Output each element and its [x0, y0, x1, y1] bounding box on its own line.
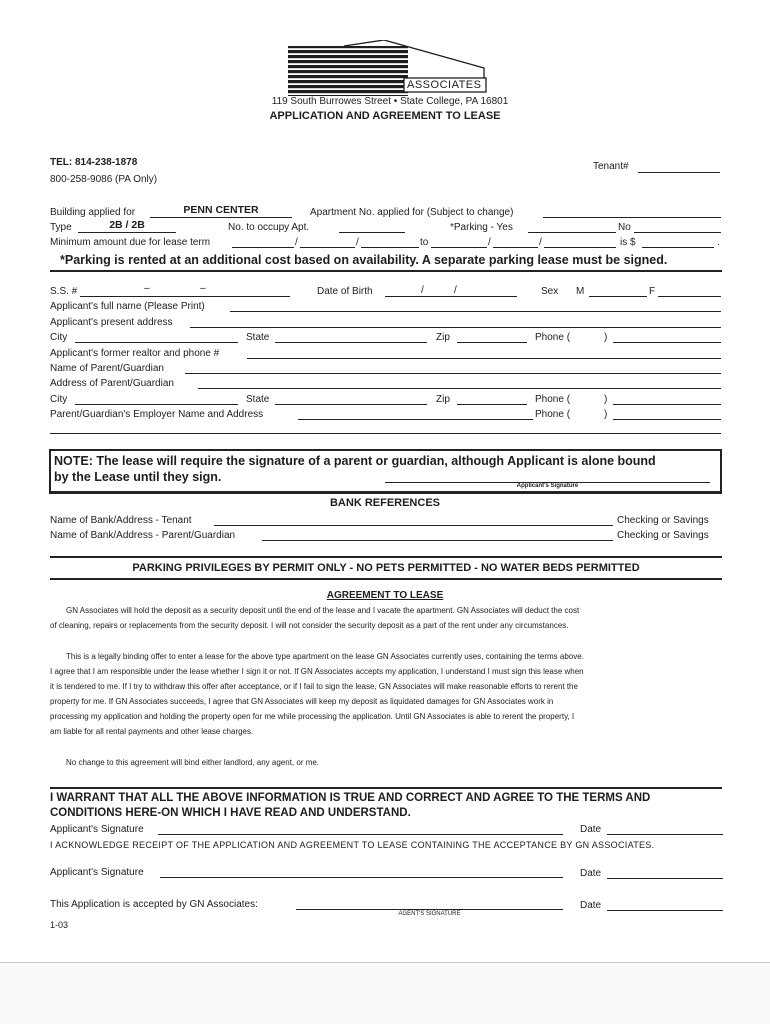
lease-end-month[interactable] [431, 247, 487, 248]
former-realtor-field[interactable] [247, 358, 721, 359]
note-signature-label: Applicant's Signature [516, 483, 579, 489]
slash: / [454, 285, 457, 296]
agreement-p2-line6: am liable for all rental payments and other lease charges. [50, 727, 254, 736]
form-title: APPLICATION AND AGREEMENT TO LEASE [269, 110, 501, 122]
amount-label: is $ [620, 237, 636, 248]
form-code: 1-03 [50, 920, 69, 930]
checking-savings-tenant: Checking or Savings [617, 515, 709, 526]
present-address-label: Applicant's present address [50, 317, 173, 328]
bank-tenant-field[interactable] [214, 525, 613, 526]
employer-phone-label: Phone ( [535, 409, 571, 420]
parking-no-label: No [618, 222, 631, 233]
parent-city-label: City [50, 394, 68, 405]
occupy-field[interactable] [339, 232, 405, 233]
lease-start-year[interactable] [361, 247, 419, 248]
min-amount-label: Minimum amount due for lease term [50, 237, 211, 248]
agreement-p3: No change to this agreement will bind either landlord, any agent, or me. [66, 758, 320, 767]
to-label: to [420, 237, 429, 248]
building-label: Building applied for [50, 207, 136, 218]
date-field-2[interactable] [607, 878, 723, 879]
accepted-label: This Application is accepted by GN Associates: [50, 899, 258, 910]
phone-number-pa: 800-258-9086 (PA Only) [50, 174, 158, 185]
paren-close: ) [604, 394, 608, 405]
zip-label: Zip [436, 332, 450, 343]
applicant-signature-label-2: Applicant's Signature [50, 867, 144, 878]
sex-f-label: F [649, 286, 656, 297]
agreement-p1-line1: GN Associates will hold the deposit as a security deposit until the end of the lease and I vacate the apartment. GN Associates will deduct the cost [66, 606, 580, 615]
dob-label: Date of Birth [317, 286, 373, 297]
parent-phone-field[interactable] [613, 404, 721, 405]
scan-background [0, 963, 770, 1024]
tenant-number-label: Tenant# [593, 161, 629, 172]
applicant-signature-field-2[interactable] [160, 877, 563, 878]
lease-end-day[interactable] [493, 247, 538, 248]
phone-number: TEL: 814-238-1878 [50, 157, 138, 168]
parent-state-field[interactable] [275, 404, 427, 405]
sex-label: Sex [541, 286, 559, 297]
phone-label: Phone ( [535, 332, 571, 343]
agent-signature-label: AGENT'S SIGNATURE [398, 911, 461, 917]
parking-yes-field[interactable] [528, 232, 616, 233]
logo-associates: ASSOCIATES [407, 79, 482, 91]
building-field[interactable] [150, 217, 292, 218]
agreement-p2-line4: property for me. If GN Associates succeeds, I agree that GN Associates will keep my deposit as liquidated damages for GN Associates work in [50, 697, 554, 706]
applicant-signature-label: Applicant's Signature [50, 824, 144, 835]
parking-no-field[interactable] [634, 232, 721, 233]
building-value: PENN CENTER [183, 204, 259, 216]
amount-field[interactable] [642, 247, 714, 248]
lease-start-day[interactable] [300, 247, 355, 248]
date-field-3[interactable] [607, 910, 723, 911]
type-label: Type [50, 222, 72, 233]
slash: / [356, 237, 359, 248]
parent-phone-label: Phone ( [535, 394, 571, 405]
parent-employer-label: Parent/Guardian's Employer Name and Address [50, 409, 264, 420]
agreement-p1-line2: of cleaning, repairs or replacements from the security deposit. I will not consider the security deposit as a part of the rent under any circumstances. [50, 621, 569, 630]
lease-end-year[interactable] [544, 247, 616, 248]
agreement-p2-line2: I agree that I am responsible under the lease whether I sign it or not. If GN Associates accepts my application, I understand I must sign this lease when [50, 667, 584, 676]
parent-employer-field[interactable] [298, 419, 533, 420]
ss-dash: – [144, 283, 150, 294]
apartment-field[interactable] [543, 217, 721, 218]
full-name-label: Applicant's full name (Please Print) [50, 301, 205, 312]
extra-line-field[interactable] [50, 433, 721, 434]
note-text-2: by the Lease until they sign. [54, 470, 222, 484]
parking-privileges: PARKING PRIVILEGES BY PERMIT ONLY - NO PETS PERMITTED - NO WATER BEDS PERMITTED [132, 562, 640, 574]
city-label: City [50, 332, 68, 343]
divider [50, 578, 722, 580]
bank-parent-label: Name of Bank/Address - Parent/Guardian [50, 530, 236, 541]
parent-zip-field[interactable] [457, 404, 527, 405]
bank-references-title: BANK REFERENCES [329, 497, 440, 509]
slash: / [421, 285, 424, 296]
note-text: NOTE: The lease will require the signature of a parent or guardian, although Applicant is alone bound [54, 454, 656, 468]
parent-zip-label: Zip [436, 394, 450, 405]
parking-yes-label: *Parking - Yes [450, 222, 513, 233]
sex-m-field[interactable] [589, 296, 647, 297]
ss-dash: – [200, 283, 206, 294]
date-label-3: Date [580, 900, 602, 911]
parent-name-label: Name of Parent/Guardian [50, 363, 164, 374]
parent-state-label: State [246, 394, 270, 405]
slash: / [539, 237, 542, 248]
occupy-label: No. to occupy Apt. [228, 222, 310, 233]
lease-start-month[interactable] [232, 247, 294, 248]
slash: / [295, 237, 298, 248]
bank-parent-field[interactable] [262, 540, 613, 541]
parking-notice: *Parking is rented at an additional cost based on availability. A separate parking lease must be signed. [60, 253, 668, 267]
agreement-p2-line1: This is a legally binding offer to enter a lease for the above type apartment on the lease GN Associates currently uses, containing the terms above. [66, 652, 584, 661]
paren-close: ) [604, 332, 608, 343]
date-label: Date [580, 824, 602, 835]
checking-savings-parent: Checking or Savings [617, 530, 709, 541]
agent-signature-field[interactable] [296, 909, 563, 910]
parent-name-field[interactable] [185, 373, 721, 374]
city-field[interactable] [75, 342, 238, 343]
date-label-2: Date [580, 868, 602, 879]
paren-close: ) [604, 409, 608, 420]
type-field[interactable] [78, 232, 176, 233]
warrant-line1: I WARRANT THAT ALL THE ABOVE INFORMATION IS TRUE AND CORRECT AND AGREE TO THE TERMS AND [50, 792, 651, 804]
applicant-signature-field-1[interactable] [158, 834, 563, 835]
period: . [717, 237, 720, 248]
ss-field[interactable] [80, 296, 290, 297]
agreement-p2-line5: processing my application and holding the property open for me while processing the application. Until GN Associates is able to rerent the property, I [50, 712, 575, 721]
ss-label: S.S. # [50, 286, 78, 297]
divider [50, 556, 722, 558]
type-value: 2B / 2B [109, 219, 145, 231]
employer-phone-field[interactable] [613, 419, 721, 420]
parent-city-field[interactable] [75, 404, 238, 405]
zip-field[interactable] [457, 342, 527, 343]
former-realtor-label: Applicant's former realtor and phone # [50, 348, 220, 359]
acknowledge-text: I ACKNOWLEDGE RECEIPT OF THE APPLICATION AND AGREEMENT TO LEASE CONTAINING THE ACCEPTANCE BY GN ASSOCIATES. [50, 840, 655, 850]
divider [50, 787, 722, 789]
state-field[interactable] [275, 342, 427, 343]
agreement-title: AGREEMENT TO LEASE [326, 590, 444, 601]
state-label: State [246, 332, 270, 343]
agreement-p2-line3: it is tendered to me. If I try to withdraw this offer after acceptance, or if I fail to sign the lease, GN Associates will make reasonable efforts to rerent the [50, 682, 578, 691]
full-name-field[interactable] [230, 311, 721, 312]
sex-m-label: M [576, 286, 585, 297]
parent-address-field[interactable] [198, 388, 721, 389]
warrant-line2: CONDITIONS HERE-ON WHICH I HAVE READ AND UNDERSTAND. [50, 807, 411, 819]
bank-tenant-label: Name of Bank/Address - Tenant [50, 515, 192, 526]
company-address: 119 South Burrowes Street • State College, PA 16801 [271, 96, 509, 107]
slash: / [488, 237, 491, 248]
phone-field[interactable] [613, 342, 721, 343]
divider [50, 270, 722, 272]
present-address-field[interactable] [190, 327, 721, 328]
apartment-label: Apartment No. applied for (Subject to change) [310, 207, 514, 218]
dob-field[interactable] [385, 296, 517, 297]
parent-address-label: Address of Parent/Guardian [50, 378, 174, 389]
sex-f-field[interactable] [658, 296, 721, 297]
tenant-number-field[interactable] [638, 172, 720, 173]
date-field-1[interactable] [607, 834, 723, 835]
